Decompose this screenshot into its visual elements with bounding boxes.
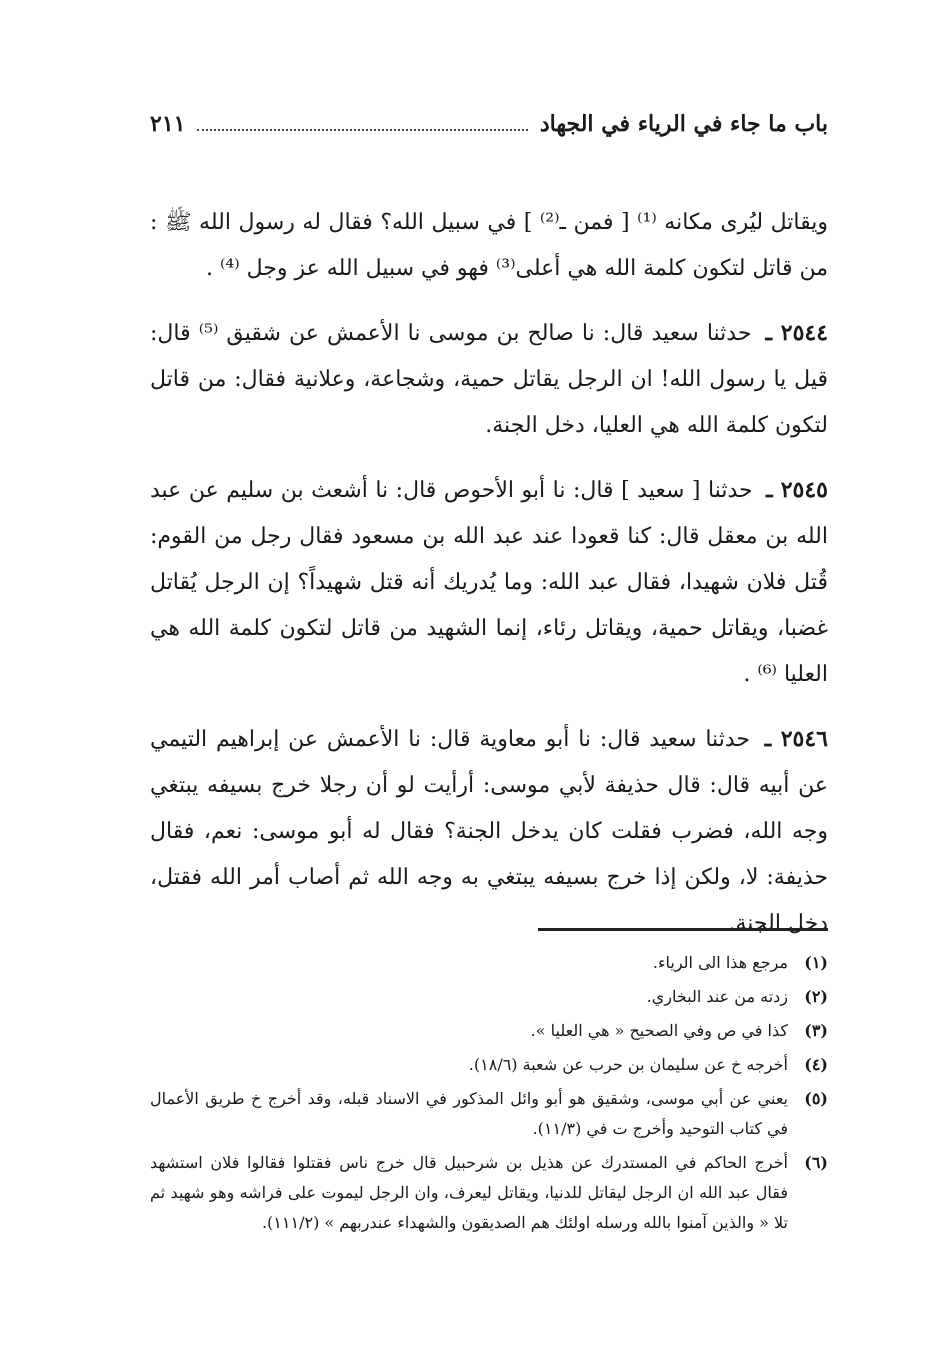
paragraph xyxy=(150,467,828,698)
footnote-text: يعني عن أبي موسى، وشقيق هو أبو وائل المذكور في الاسناد قبله، وقد أخرج خ طريق الأعمال في كتاب التوحيد وأخرج ت في (١١/٣). xyxy=(150,1089,788,1138)
footnote-number: (٥) xyxy=(804,1089,828,1108)
footnote-number: (٢) xyxy=(804,987,828,1006)
footnote-number: (٤) xyxy=(804,1055,828,1074)
footnote xyxy=(150,1016,828,1046)
page-number: ٢١١ xyxy=(150,111,186,137)
paragraph xyxy=(150,716,828,947)
footnote-text: كذا في ص وفي الصحيح « هي العليا ». xyxy=(530,1021,788,1040)
page xyxy=(150,0,828,1372)
paragraph xyxy=(150,310,828,449)
main-text xyxy=(150,200,828,965)
header-title: باب ما جاء في الرياء في الجهاد xyxy=(539,111,828,137)
footnote-separator xyxy=(538,928,828,931)
running-header xyxy=(150,108,828,140)
footnote-number: (١) xyxy=(804,953,828,972)
paragraph-text: حدثنا سعيد قال: نا صالح بن موسى نا الأعمش عن شقيق ⁽⁵⁾ قال: قيل يا رسول الله! ان الرجل يقاتل حمية، وشجاعة، وعلانية فقال: من قاتل لتكون كلمة الله هي العليا، دخل الجنة. xyxy=(150,321,828,438)
footnote-text: أخرج الحاكم في المستدرك عن هذيل بن شرحبيل قال خرج ناس فقتلوا فقالوا فلان استشهد فقال عبد الله ان الرجل ليقاتل للدنيا، ويقاتل ليعرف، وان الرجل ليموت على فراشه وهو شهيد ثم تلا « والذين آمنوا بالله ورسله اولئك هم الصديقون والشهداء عندربهم » (١١١/٢). xyxy=(150,1153,788,1232)
paragraph-text: ويقاتل ليُرى مكانه ⁽¹⁾ [ فمن ـ⁽²⁾ ] في سبيل الله؟ فقال له رسول الله ﷺ : من قاتل لتكون كلمة الله هي أعلى⁽³⁾ فهو في سبيل الله عز وجل ⁽⁴⁾ . xyxy=(150,210,828,281)
hadith-number: ٢٥٤٥ ـ xyxy=(766,477,828,503)
footnotes xyxy=(150,948,828,1242)
paragraph-text: حدثنا سعيد قال: نا أبو معاوية قال: نا الأعمش عن إبراهيم التيمي عن أبيه قال: قال حذيفة لأبي موسى: أرأيت لو أن رجلا خرج بسيفه يبتغي وجه الله، فضرب فقلت كان يدخل الجنة؟ فقال له أبو موسى: نعم، فقال حذيفة: لا، ولكن إذا خرج بسيفه يبتغي به وجه الله ثم أصاب أمر الله فقتل، دخل الجنة. xyxy=(150,727,828,936)
footnote xyxy=(150,1050,828,1080)
footnote xyxy=(150,948,828,978)
hadith-number: ٢٥٤٦ ـ xyxy=(764,726,828,752)
footnote xyxy=(150,982,828,1012)
paragraph-text: حدثنا [ سعيد ] قال: نا أبو الأحوص قال: نا أشعث بن سليم عن عبد الله بن معقل قال: كنا قعودا عند عبد الله بن مسعود فقال رجل من القوم: قُتل فلان شهيدا، فقال عبد الله: وما يُدريك أنه قتل شهيداً؟ إن الرجل يُقاتل غضبا، ويقاتل حمية، ويقاتل رئاء، إنما الشهيد من قاتل لتكون كلمة الله هي العليا ⁽⁶⁾ . xyxy=(150,478,829,687)
paragraph xyxy=(150,200,828,292)
footnote-number: (٣) xyxy=(804,1021,828,1040)
footnote xyxy=(150,1084,828,1144)
header-dot-leader xyxy=(197,129,527,131)
footnote-text: أخرجه خ عن سليمان بن حرب عن شعبة (١٨/٦). xyxy=(468,1055,788,1074)
footnote xyxy=(150,1148,828,1238)
hadith-number: ٢٥٤٤ ـ xyxy=(765,320,829,346)
footnote-number: (٦) xyxy=(804,1153,828,1172)
footnote-text: زدته من عند البخاري. xyxy=(646,987,788,1006)
footnote-text: مرجع هذا الى الرياء. xyxy=(652,953,788,972)
